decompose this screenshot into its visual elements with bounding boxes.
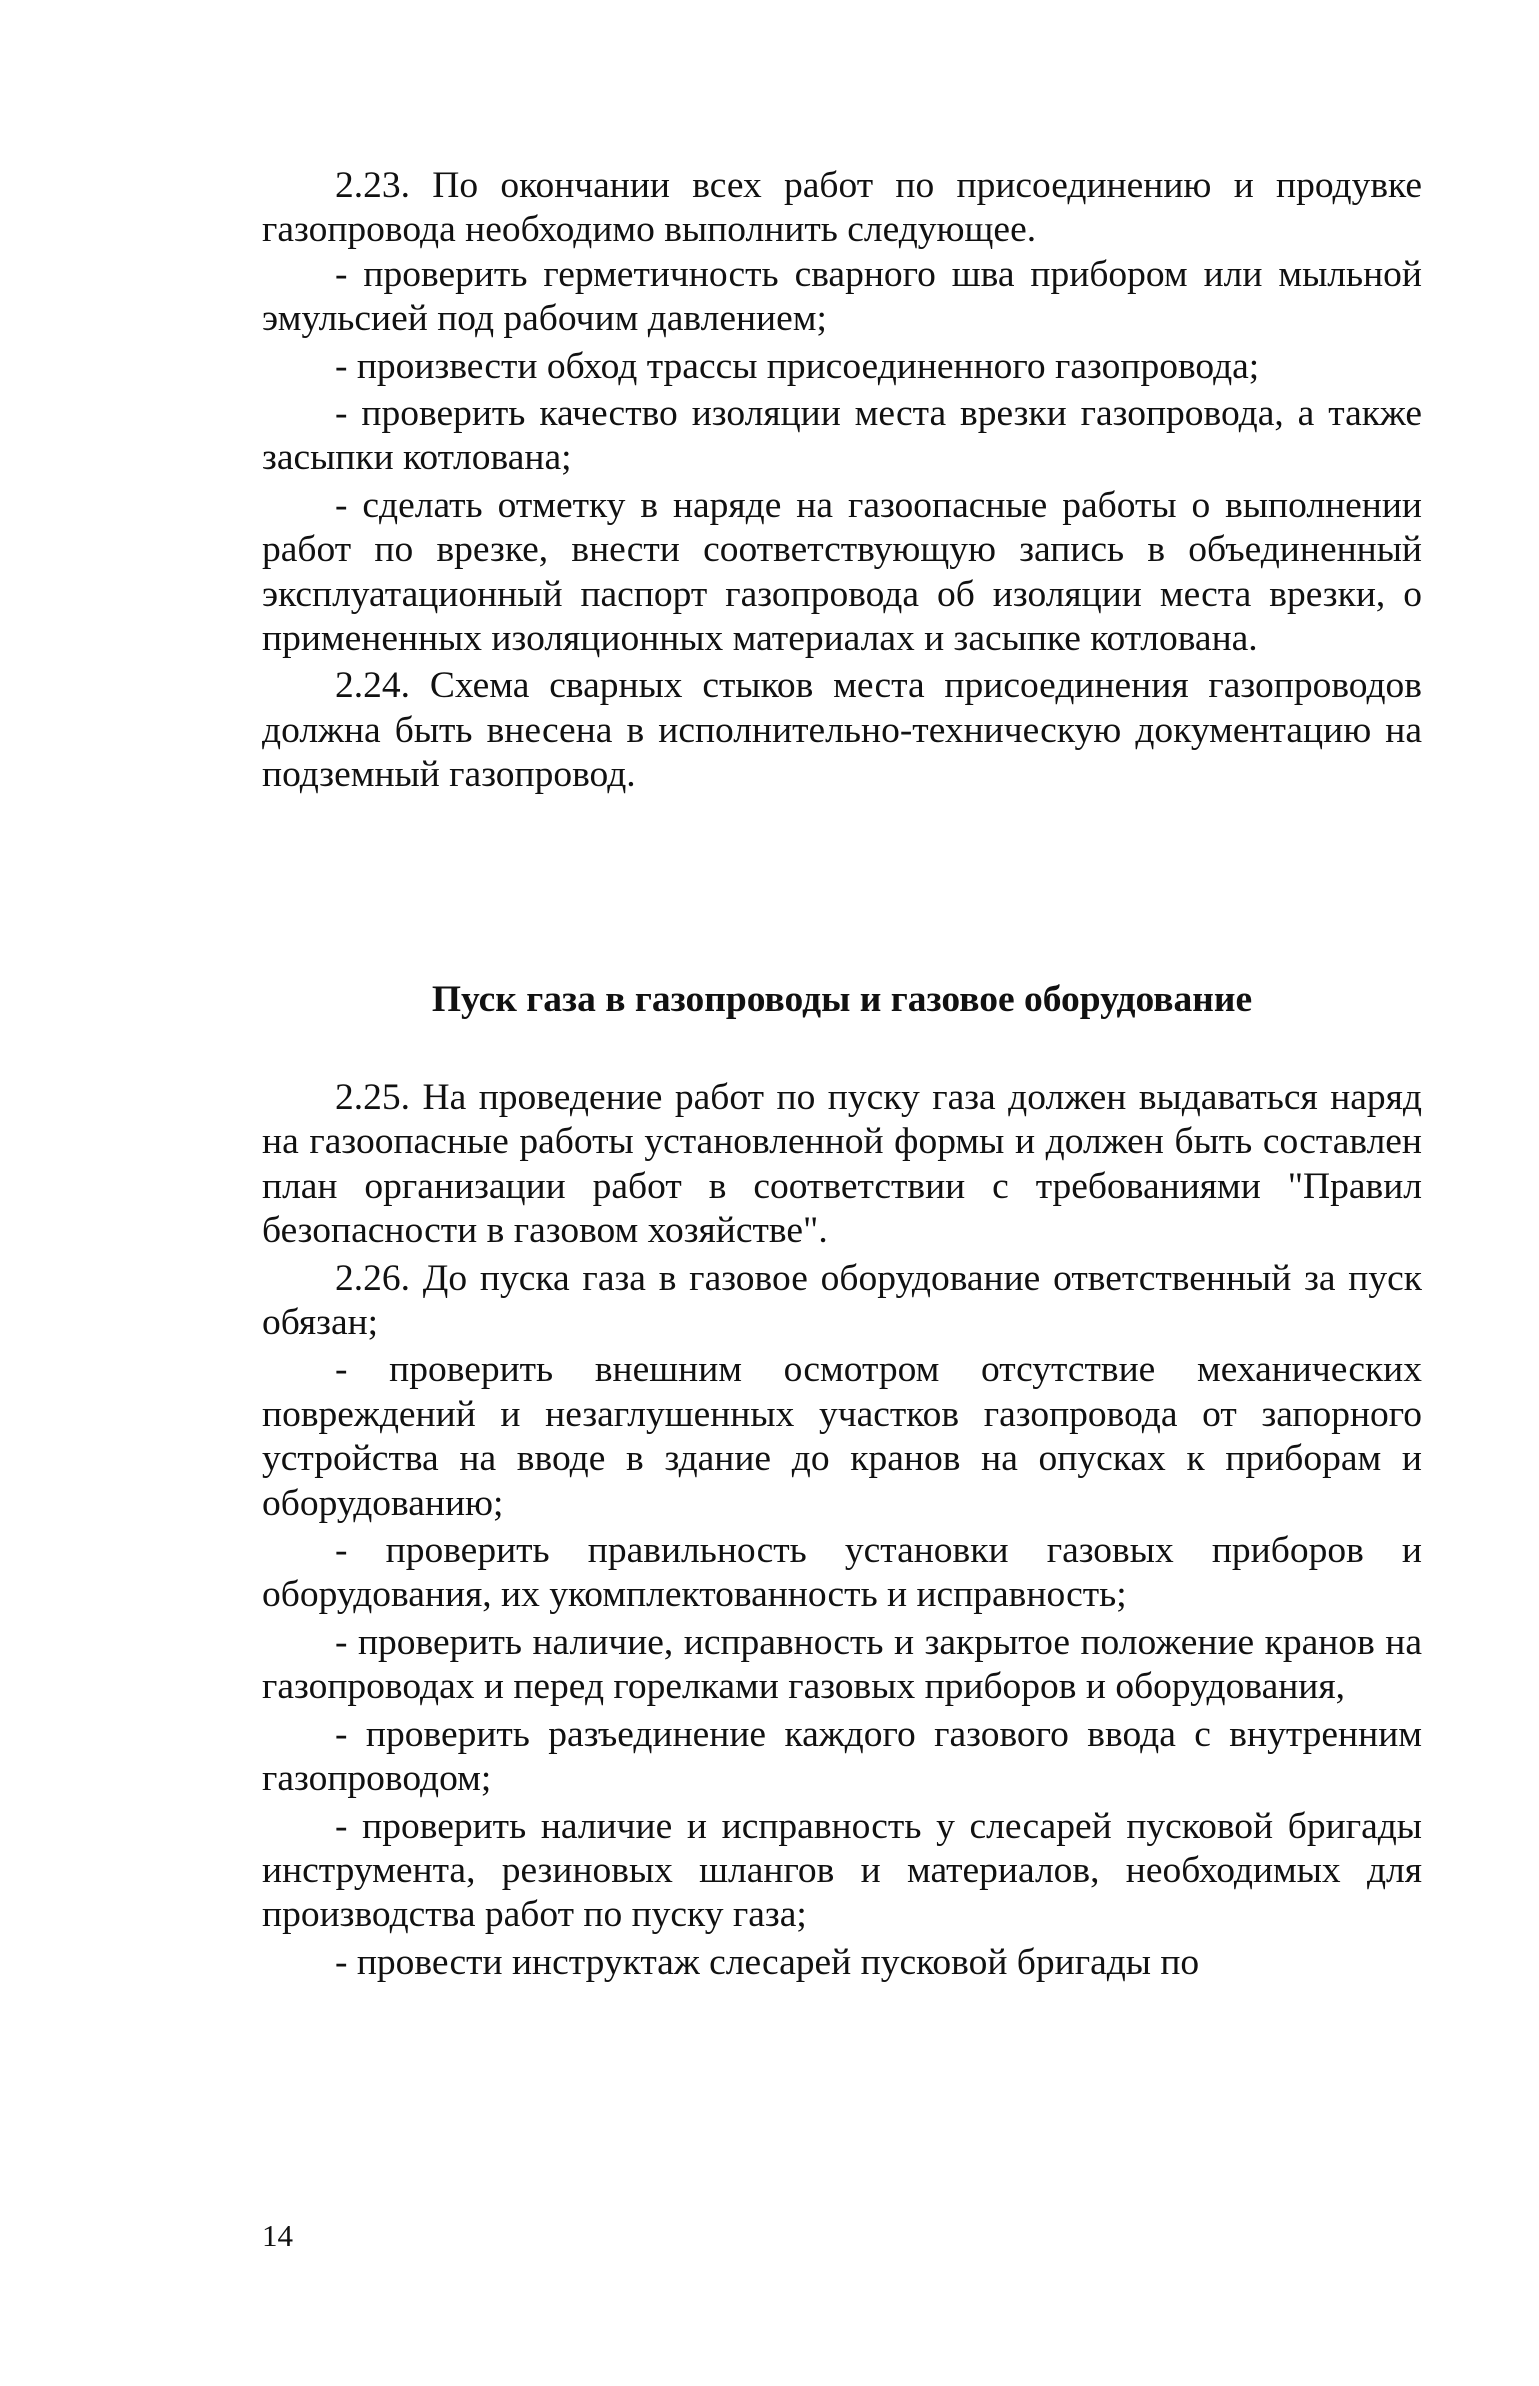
paragraph-2-23: 2.23. По окончании всех работ по присоединению и продувке газопровода необходимо выполнить следующее. <box>262 165 1422 251</box>
list-item-valves-check: - проверить наличие, исправность и закрытое положение кранов на газопроводах и перед горелками газовых приборов и оборудования, <box>262 1621 1422 1708</box>
list-item-work-record: - сделать отметку в наряде на газоопасные работы о выполнении работ по врезке, внести соответствующую запись в объединенный эксплуатационный паспорт газопровода об изоляции места врезки, о примененных изоляционных материалах и засыпке котлована. <box>262 484 1422 660</box>
list-item-disconnection-check: - проверить разъединение каждого газового ввода с внутренним газопроводом; <box>262 1713 1422 1800</box>
page-number: 14 <box>262 2218 293 2253</box>
paragraph-2-25: 2.25. На проведение работ по пуску газа должен выдаваться наряд на газоопасные работы установленной формы и должен быть составлен план организации работ в соответствии с требованиями "Правил безопасности в газовом хозяйстве". <box>262 1077 1422 1252</box>
list-item-briefing: - провести инструктаж слесарей пусковой бригады по <box>335 1941 1200 1983</box>
section-heading: Пуск газа в газопроводы и газовое оборудование <box>431 979 1253 1020</box>
list-item-tools-check: - проверить наличие и исправность у слесарей пусковой бригады инструмента, резиновых шлангов и материалов, необходимых для производства работ по пуску газа; <box>262 1805 1422 1936</box>
list-item-installation-check: - проверить правильность установки газовых приборов и оборудования, их укомплектованность и исправность; <box>262 1530 1422 1616</box>
section-2-25-2-26 <box>262 1076 1422 1988</box>
paragraph-2-26: 2.26. До пуска газа в газовое оборудование ответственный за пуск обязан; <box>262 1257 1422 1344</box>
list-item-insulation-check: - проверить качество изоляции места врезки газопровода, а также засыпки котлована; <box>262 393 1422 479</box>
section-2-23-2-24 <box>262 164 1422 801</box>
paragraph-2-24: 2.24. Схема сварных стыков места присоединения газопроводов должна быть внесена в исполнительно-техническую документацию на подземный газопровод. <box>262 665 1422 796</box>
list-item-route-inspection: - произвести обход трассы присоединенного газопровода; <box>335 345 1260 387</box>
list-item-check-weld: - проверить герметичность сварного шва прибором или мыльной эмульсией под рабочим давлением; <box>262 253 1422 340</box>
list-item-visual-inspection: - проверить внешним осмотром отсутствие механических повреждений и незаглушенных участков газопровода от запорного устройства на вводе в здание до кранов на опусках к приборам и оборудованию; <box>262 1349 1422 1524</box>
